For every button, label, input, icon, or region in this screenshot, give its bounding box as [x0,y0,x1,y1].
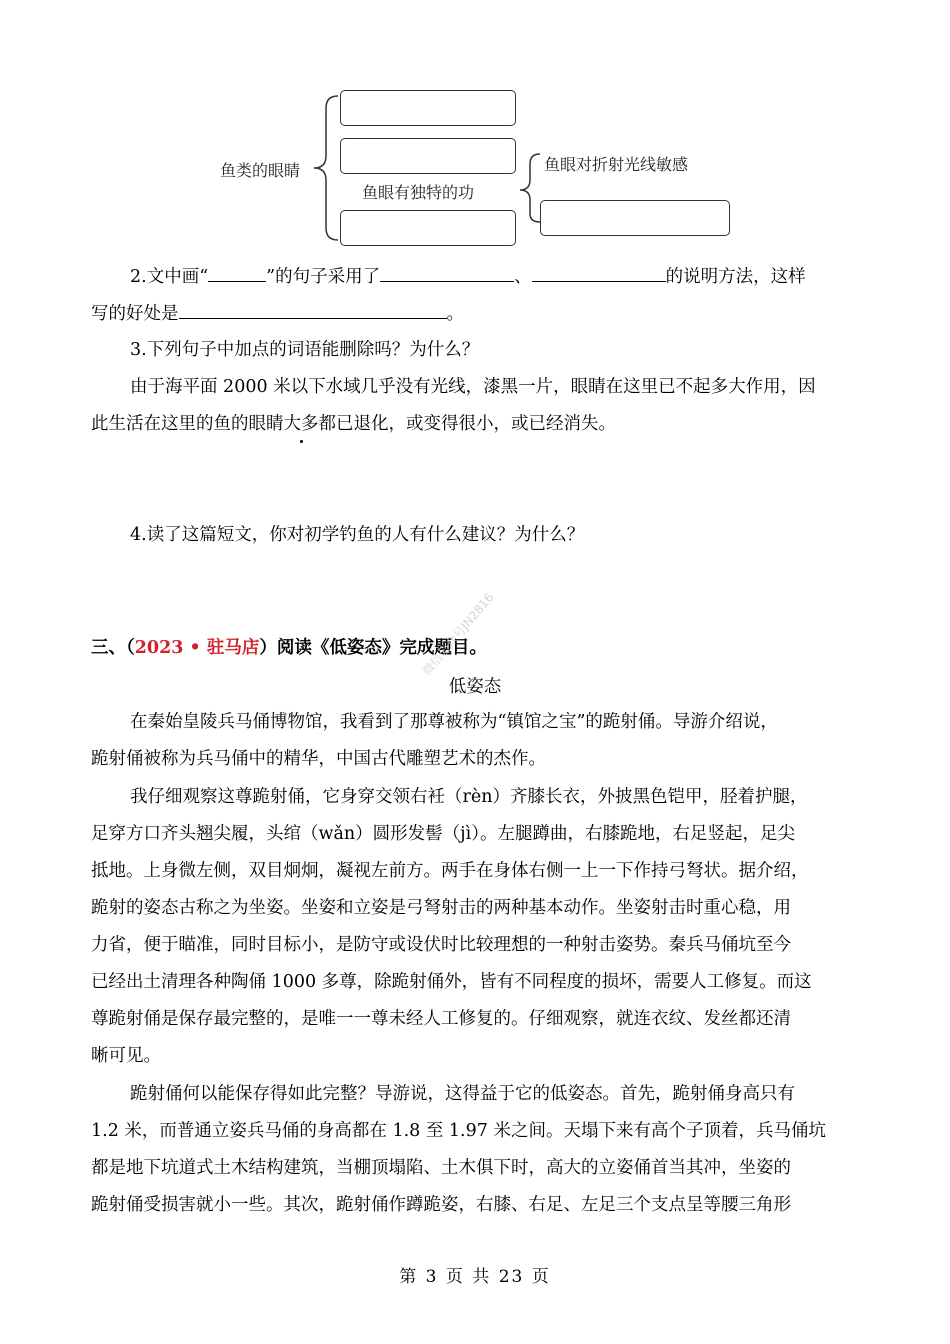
question-3-sentence-line-2 [91,412,616,436]
question-2-line-1 [130,263,806,289]
article-line: 我仔细观察这尊跪射俑，它身穿交领右衽（rèn）齐膝长衣，外披黑色铠甲，胫着护腿， [130,787,808,807]
article-line: 晰可见。 [91,1046,161,1066]
q2-mid1: ”的句子采用了 [266,267,381,287]
article-title: 低姿态 [448,677,502,697]
question-3-sentence-line-1: 由于海平面 2000 米以下水域几乎没有光线，漆黑一片，眼睛在这里已不起多大作用，因 [130,377,816,397]
page-footer: 第 3 页 共 23 页 [399,1267,551,1287]
article-line: 1.2 米，而普通立姿兵马俑的身高都在 1.8 至 1.97 米之间。天塌下来有高个子顶着，兵马俑坑 [91,1121,826,1141]
q2-blank-benefit[interactable] [179,300,447,319]
answer-box-3[interactable] [340,210,516,246]
q3-line2-before: 此生活在这里的鱼的眼睛 [91,414,284,434]
article-line: 足穿方口齐头翘尖履，头绾（wǎn）圆形发髻（jì）。左腿蹲曲，右膝跪地，右足竖起，足尖 [91,824,795,844]
article-line: 在秦始皇陵兵马俑博物馆，我看到了那尊被称为“镇馆之宝”的跪射俑。导游介绍说， [130,712,778,732]
article-line: 跪射俑被称为兵马俑中的精华，中国古代雕塑艺术的杰作。 [91,749,546,769]
question-4: 4.读了这篇短文，你对初学钓鱼的人有什么建议？为什么？ [130,525,585,545]
diagram-middle-label: 鱼眼有独特的功 [362,183,475,202]
q2-blank-underline[interactable] [208,263,266,282]
q2-line2-prefix: 写的好处是 [91,304,179,324]
question-2-line-2 [91,300,464,326]
q2-end: 。 [446,304,464,324]
q2-sep: 、 [514,267,532,287]
q3-line2-after: 都已退化，或变得很小，或已经消失。 [318,414,616,434]
structure-diagram [210,88,740,248]
article-line: 力省，便于瞄准，同时目标小，是防守或设伏时比较理想的一种射击姿势。秦兵马俑坑至今 [91,935,791,955]
q2-mid2: 的说明方法，这样 [665,267,806,287]
q3-dotted-words: 大多 [283,414,319,434]
section-3-source: 2023 • 驻马店 [134,638,260,658]
diagram-root-label: 鱼类的眼睛 [220,161,301,180]
watermark: 微信公众号JN2816 [419,590,497,679]
q2-blank-method-1[interactable] [380,263,514,282]
question-3: 3.下列句子中加点的词语能删除吗？为什么？ [130,340,480,360]
article-line: 抵地。上身微左侧，双目炯炯，凝视左前方。两手在身体右侧一上一下作持弓弩状。据介绍， [91,861,809,881]
article-line: 尊跪射俑是保存最完整的，是唯一一尊未经人工修复的。仔细观察，就连衣纹、发丝都还清 [91,1009,791,1029]
article-line: 跪射俑何以能保存得如此完整？导游说，这得益于它的低姿态。首先，跪射俑身高只有 [130,1084,795,1104]
answer-box-1[interactable] [340,90,516,126]
article-line: 都是地下坑道式土木结构建筑，当棚顶塌陷、土木俱下时，高大的立姿俑首当其冲，坐姿的 [91,1158,791,1178]
section-3-prefix: 三、（ [91,638,135,658]
section-3-suffix: ）阅读《低姿态》完成题目。 [259,638,487,658]
q2-blank-method-2[interactable] [532,263,666,282]
q2-prefix: 2.文中画“ [130,267,209,287]
article-line: 已经出土清理各种陶俑 1000 多尊，除跪射俑外，皆有不同程度的损坏，需要人工修复。而这 [91,972,812,992]
answer-box-2[interactable] [340,138,516,174]
answer-box-4[interactable] [540,200,730,236]
article-line: 跪射的姿态古称之为坐姿。坐姿和立姿是弓弩射击的两种基本动作。坐姿射击时重心稳，用 [91,898,791,918]
article-line: 跪射俑受损害就小一些。其次，跪射俑作蹲跪姿，右膝、右足、左足三个支点呈等腰三角形 [91,1195,791,1215]
diagram-right-label: 鱼眼对折射光线敏感 [544,155,689,174]
